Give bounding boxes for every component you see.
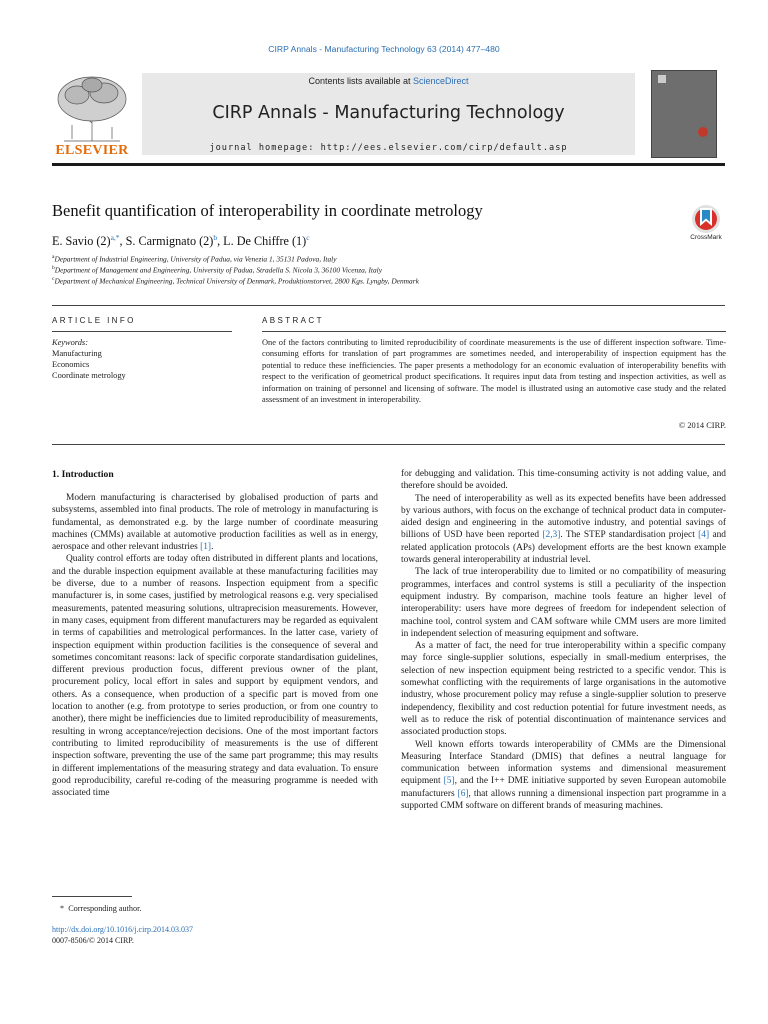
contents-prefix: Contents lists available at xyxy=(308,76,414,86)
body-text: Well known efforts towards interoperability of CMMs are the Dimensional Measuring Interface Standard (DMIS) that defines a neutral language for communication between information systems and dimensional measurement equipment xyxy=(401,739,726,787)
author-affiliation-link[interactable]: a,* xyxy=(110,233,120,242)
section-rule-top xyxy=(52,305,725,306)
elsevier-logo xyxy=(52,73,132,159)
abstract-text: One of the factors contributing to limited reproducibility of coordinate measurements is the use of different inspection software. Time-consuming efforts for translation of part programmes are sometimes needed, and interoperability of inspection equipment has the potential to reduce these inefficiencies. The paper presents a methodology for an economic evaluation of interoperability benefits with respect to the verification of geometrical product specifications. It requires input data from testing and inspection activities, as well as information on training of personnel and licensing of software. The model is illustrated using an automotive case study and the related assessment of an investment in interoperability. xyxy=(262,338,726,405)
keyword-item: Manufacturing xyxy=(52,349,102,358)
body-text: , and the I++ DME initiative supported by seven European automobile manufacturers xyxy=(401,776,726,799)
body-text: , that allows running a dimensional inspection part programme in a supported CMM software on different brands of measuring machines. xyxy=(401,788,726,812)
article-info-rule xyxy=(52,331,232,332)
journal-reference[interactable]: CIRP Annals - Manufacturing Technology 63 (2014) 477–480 xyxy=(268,44,500,54)
author-name: , L. De Chiffre xyxy=(217,234,289,249)
crossmark-label: CrossMark xyxy=(690,234,722,241)
author-list xyxy=(52,233,310,249)
author-affiliation-link[interactable]: c xyxy=(306,233,310,242)
journal-cover-thumbnail xyxy=(651,70,717,158)
author-affiliation-link[interactable]: b xyxy=(213,233,218,242)
sciencedirect-link[interactable]: ScienceDirect xyxy=(413,76,469,86)
affiliation-text: Department of Management and Engineering, University of Padua, Stradella S. Nicola 3, 36100 Vicenza, Italy xyxy=(54,265,383,275)
journal-homepage[interactable]: journal homepage: http://ees.elsevier.com/cirp/default.asp xyxy=(209,143,568,153)
issn-copyright: 0007-8506/© 2014 CIRP. xyxy=(52,936,134,945)
body-paragraph xyxy=(52,492,378,553)
keyword-item: Coordinate metrology xyxy=(52,371,126,380)
author-membership: (1) xyxy=(288,234,307,249)
body-paragraph xyxy=(401,640,726,738)
body-text: The need of interoperability as well as its expected benefits have been addressed by various authors, with focus on the exchange of technical product data in computer-aided design and engineering in the automotive industry, and potential savings of billions of USD have been reported xyxy=(401,493,726,541)
doi-link[interactable]: http://dx.doi.org/10.1016/j.cirp.2014.03.037 xyxy=(52,925,193,934)
footnote-text: Corresponding author. xyxy=(68,904,142,913)
crossmark-badge[interactable] xyxy=(686,204,726,248)
affiliation-text: Department of Mechanical Engineering, Technical University of Denmark, Produktionstorvet, 2800 Kgs. Lyngby, Denmark xyxy=(54,276,419,286)
body-paragraph xyxy=(401,468,726,493)
author-membership: (2) xyxy=(93,234,111,249)
author-name: , S. Carmignato xyxy=(119,234,197,249)
affiliation-text: Department of Industrial Engineering, University of Padua, via Venezia 1, 35131 Padova, Italy xyxy=(54,254,337,264)
affiliation-mark: a xyxy=(52,254,55,260)
body-text: Quality control efforts are today often distributed in different plants and locations, and the durable inspection equipment available at these manufacturing facilities may be diverse, due to a number of reasons. Inspection equipment from a specific manufacturer is, in some cases, justified by metrological reasons e.g. very specialised measurements, patented measuring solutions, ultraprecision measurements. However, in many cases, equipment from different manufacturers may be regarded as equivalent in terms of capabilities and metrological performances. In the latter case, variety of inspection equipment within production facilities is the consequence of several and sometimes concomitant reasons: lack of specific corporate standardisation guidelines, different previous production focus, different previous owner of the plant, procurement policy, local effort in sales and support by equipment vendors, and others. As a consequence, when production of a specific part is moved from one location to another (e.g. from prototype to series production, or from one country to another), there might be inefficiencies due to limited reproducibility of measurements, resulting in wrong acceptance/rejection decisions. One of the most important factors contributing to limited reproducibility of measurements is the use of different inspection software, preventing the use of the same part programme; this may results in different implementations of the measuring strategy and data evaluation. To ensure good reproducibility, careful re-coding of the measuring programme is needed with associated time xyxy=(52,554,378,799)
article-info-heading: ARTICLE INFO xyxy=(52,316,136,325)
body-paragraph xyxy=(401,739,726,813)
keyword-item: Economics xyxy=(52,360,90,369)
elsevier-tree-icon xyxy=(52,73,132,143)
affiliation-b xyxy=(52,265,382,274)
footnote-mark: * xyxy=(60,904,65,913)
abstract-heading: ABSTRACT xyxy=(262,316,324,325)
body-text: Modern manufacturing is characterised by globalised production of parts and subsystems, assembled into final products. The role of metrology in manufacturing is fundamental, as demonstrated e.g. by the large number of coordinate measuring machines (CMMs) available at automotive production facilities as well as in energy, aerospace and other relevant industries xyxy=(52,493,378,553)
keywords-label: Keywords: xyxy=(52,338,88,347)
abstract-rule xyxy=(262,331,726,332)
body-text: and related application protocols (APs) development efforts are the best known example towards general interoperability at industrial level. xyxy=(401,530,726,566)
cover-emblem-icon xyxy=(698,127,708,137)
body-text: The lack of true interoperability due to limited or no compatibility of measuring programmes, interfaces and control systems is still a peculiarity of the inspection equipment industry. By comparison, machine tools feature an higher level of interoperability: users have more degrees of freedom for independent selection of machine tool, control system and CAM software while CMM users are more limited in independent selection of measuring equipment and software. xyxy=(401,567,726,639)
crossmark-icon xyxy=(686,204,726,234)
affiliation-a xyxy=(52,254,336,263)
author-membership: (2) xyxy=(196,234,214,249)
affiliation-c xyxy=(52,276,419,285)
body-text: . The STEP standardisation project xyxy=(560,530,699,541)
body-text: for debugging and validation. This time-consuming activity is not adding value, and therefore should be avoided. xyxy=(401,469,726,492)
body-text: . xyxy=(211,542,214,553)
author-name: E. Savio xyxy=(52,234,94,249)
citation-link[interactable]: [4] xyxy=(698,530,710,541)
citation-link[interactable]: [1] xyxy=(200,542,212,553)
keywords-block xyxy=(52,337,232,381)
cover-logo-icon xyxy=(658,75,666,83)
citation-link[interactable]: [6] xyxy=(457,788,469,799)
body-paragraph xyxy=(401,566,726,640)
footnote xyxy=(60,904,141,913)
contents-line xyxy=(142,76,635,86)
body-paragraph xyxy=(52,553,378,799)
body-paragraph xyxy=(401,493,726,567)
left-column-body xyxy=(52,492,378,799)
elsevier-wordmark: ELSEVIER xyxy=(55,143,129,158)
section-heading-introduction: 1. Introduction xyxy=(52,469,114,480)
citation-link[interactable]: [2,3] xyxy=(542,530,561,541)
journal-title: CIRP Annals - Manufacturing Technology xyxy=(212,103,565,123)
abstract-copyright: © 2014 CIRP. xyxy=(678,421,726,430)
section-rule-bottom xyxy=(52,444,725,445)
header-rule xyxy=(52,163,725,166)
paper-title: Benefit quantification of interoperability in coordinate metrology xyxy=(52,201,483,220)
footnote-rule xyxy=(52,896,132,897)
affiliation-mark: b xyxy=(52,265,55,271)
right-column-body xyxy=(401,468,726,812)
affiliation-mark: c xyxy=(52,276,55,282)
citation-link[interactable]: [5] xyxy=(443,776,455,787)
body-text: As a matter of fact, the need for true interoperability within a specific company may force single-supplier solutions, especially in small-medium enterprises, the selection of new inspection equipment being restricted to a specific vendor. This is somewhat conflicting with the requirements of large organisations in the automotive industry, whose procurement policy may refuse a single-supplier solution to preserve independency, flexibility and cost reduction potential for future investment needs, as well as to reduce the risk of potential discontinuation of maintenance services and associated production stops. xyxy=(401,641,726,738)
